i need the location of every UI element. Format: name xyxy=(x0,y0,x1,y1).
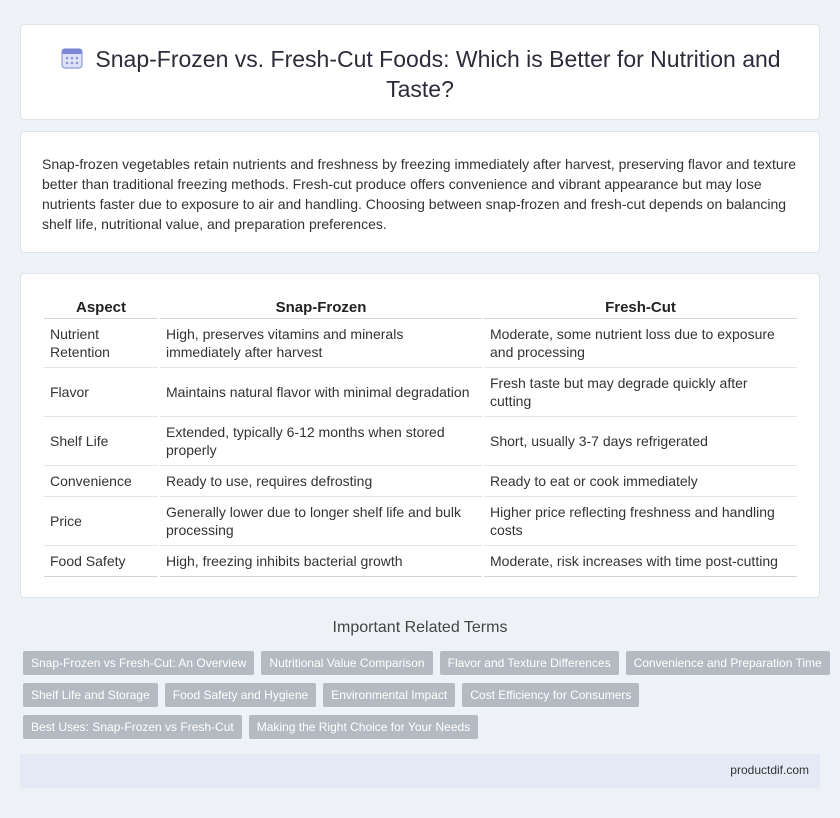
footer xyxy=(20,754,820,788)
footer-site[interactable]: productdif.com xyxy=(730,763,809,777)
cell-aspect: Convenience xyxy=(44,466,158,497)
table-row xyxy=(44,546,797,577)
cell-snap-frozen: Generally lower due to longer shelf life and bulk processing xyxy=(160,497,482,546)
tag-row xyxy=(23,715,823,739)
tag-convenience[interactable]: Convenience and Preparation Time xyxy=(626,651,830,675)
cell-fresh-cut: Higher price reflecting freshness and handling costs xyxy=(484,497,797,546)
cell-fresh-cut: Short, usually 3-7 days refrigerated xyxy=(484,417,797,466)
tag-food-safety[interactable]: Food Safety and Hygiene xyxy=(165,683,316,707)
table-row xyxy=(44,466,797,497)
comparison-table xyxy=(42,293,799,577)
header-snap-frozen: Snap-Frozen xyxy=(160,293,482,319)
page-title: Snap-Frozen vs. Fresh-Cut Foods: Which is Better for Nutrition and Taste? xyxy=(95,46,781,102)
tag-environmental-impact[interactable]: Environmental Impact xyxy=(323,683,455,707)
tag-shelf-life[interactable]: Shelf Life and Storage xyxy=(23,683,158,707)
tag-row xyxy=(23,651,823,675)
page-title-wrap xyxy=(21,44,819,104)
tag-row xyxy=(23,683,823,707)
cell-snap-frozen: High, preserves vitamins and minerals immediately after harvest xyxy=(160,319,482,368)
tag-cost-efficiency[interactable]: Cost Efficiency for Consumers xyxy=(462,683,639,707)
tag-right-choice[interactable]: Making the Right Choice for Your Needs xyxy=(249,715,478,739)
cell-snap-frozen: Ready to use, requires defrosting xyxy=(160,466,482,497)
cell-fresh-cut: Fresh taste but may degrade quickly after cutting xyxy=(484,368,797,417)
comparison-card xyxy=(20,273,820,598)
cell-aspect: Price xyxy=(44,497,158,546)
title-card xyxy=(20,24,820,120)
related-terms-title: Important Related Terms xyxy=(332,619,508,636)
header-fresh-cut: Fresh-Cut xyxy=(484,293,797,319)
cell-fresh-cut: Moderate, risk increases with time post-cutting xyxy=(484,546,797,577)
header-aspect: Aspect xyxy=(44,293,158,319)
table-row xyxy=(44,368,797,417)
cell-snap-frozen: High, freezing inhibits bacterial growth xyxy=(160,546,482,577)
table-row xyxy=(44,497,797,546)
cell-fresh-cut: Ready to eat or cook immediately xyxy=(484,466,797,497)
tag-nutritional-value[interactable]: Nutritional Value Comparison xyxy=(261,651,432,675)
cell-aspect: Food Safety xyxy=(44,546,158,577)
intro-paragraph: Snap-frozen vegetables retain nutrients and freshness by freezing immediately after harvest, preserving flavor and texture better than traditional freezing methods. Fresh-cut produce offers convenience and vibrant appearance but may lose nutrients faster due to exposure to air and handling. Choosing between snap-frozen and fresh-cut depends on balancing shelf life, nutritional value, and preparation preferences. xyxy=(42,156,797,232)
calendar-icon xyxy=(59,45,85,71)
cell-snap-frozen: Maintains natural flavor with minimal degradation xyxy=(160,368,482,417)
tag-best-uses[interactable]: Best Uses: Snap-Frozen vs Fresh-Cut xyxy=(23,715,242,739)
cell-fresh-cut: Moderate, some nutrient loss due to exposure and processing xyxy=(484,319,797,368)
cell-snap-frozen: Extended, typically 6-12 months when stored properly xyxy=(160,417,482,466)
table-row xyxy=(44,417,797,466)
table-row xyxy=(44,319,797,368)
cell-aspect: Shelf Life xyxy=(44,417,158,466)
intro-card xyxy=(20,131,820,253)
related-tags xyxy=(23,651,823,747)
cell-aspect: Flavor xyxy=(44,368,158,417)
table-header-row xyxy=(44,293,797,319)
cell-aspect: Nutrient Retention xyxy=(44,319,158,368)
tag-flavor-texture[interactable]: Flavor and Texture Differences xyxy=(440,651,619,675)
tag-overview[interactable]: Snap-Frozen vs Fresh-Cut: An Overview xyxy=(23,651,254,675)
